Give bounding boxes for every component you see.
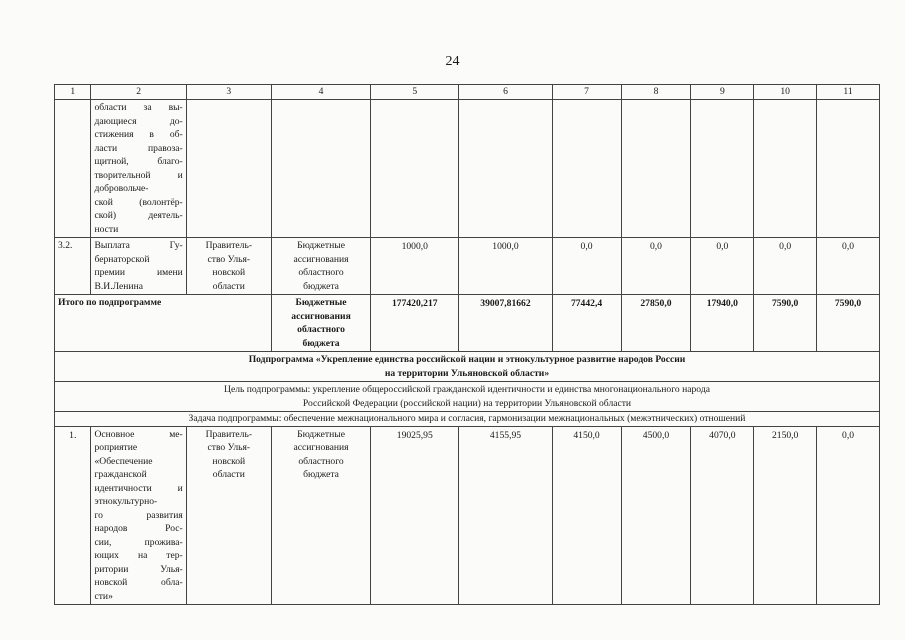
- column-header: 5: [371, 85, 459, 100]
- table-row: [55, 426, 880, 605]
- responsible-executor: Правитель- ство Улья- новской области: [186, 238, 271, 295]
- row-number: 1.: [55, 426, 91, 605]
- subprogram-title: Подпрограмма «Укрепление единства российской нации и этнокультурное развитие народов России на территории Ульяновской области»: [55, 352, 880, 382]
- value-cell: 4155,95: [459, 426, 552, 605]
- subprogram-task: Задача подпрограммы: обеспечение межнационального мира и согласия, гармонизации межнациональных (межэтнических) отношений: [55, 412, 880, 427]
- value-cell: 0,0: [691, 238, 754, 295]
- funding-source: Бюджетные ассигнования областного бюджета: [271, 295, 370, 352]
- column-header: 3: [186, 85, 271, 100]
- column-header: 1: [55, 85, 91, 100]
- value-cell: 2150,0: [754, 426, 817, 605]
- total-value: 7590,0: [817, 295, 880, 352]
- task-row: [55, 412, 880, 427]
- continuation-row: [55, 100, 880, 238]
- value-cell: 4500,0: [621, 426, 691, 605]
- column-header: 7: [552, 85, 621, 100]
- value-cell: 0,0: [754, 238, 817, 295]
- total-value: 77442,4: [552, 295, 621, 352]
- row-number: 3.2.: [55, 238, 91, 295]
- column-header: 4: [271, 85, 370, 100]
- value-cell: 0,0: [552, 238, 621, 295]
- column-header: 11: [817, 85, 880, 100]
- column-header: 8: [621, 85, 691, 100]
- table-row: [55, 238, 880, 295]
- value-cell: 0,0: [621, 238, 691, 295]
- total-value: 177420,217: [371, 295, 459, 352]
- funding-source: Бюджетные ассигнования областного бюджета: [271, 238, 370, 295]
- value-cell: 4150,0: [552, 426, 621, 605]
- value-cell: 4070,0: [691, 426, 754, 605]
- value-cell: 19025,95: [371, 426, 459, 605]
- total-row: [55, 295, 880, 352]
- responsible-executor: Правитель- ство Улья- новской области: [186, 426, 271, 605]
- row-description: Основное ме- роприятие «Обеспечение гражданской идентичности и этнокультурно- го развития народов Рос- сии, прожива- ющих на тер- ритории Улья- новской обла- сти»: [91, 426, 186, 605]
- total-value: 39007,81662: [459, 295, 552, 352]
- column-header: 9: [691, 85, 754, 100]
- total-value: 27850,0: [621, 295, 691, 352]
- subprogram-goal: Цель подпрограммы: укрепление общероссийской гражданской идентичности и единства многонационального народа Российской Федерации (российской нации) на территории Ульяновской области: [55, 382, 880, 412]
- column-header: 6: [459, 85, 552, 100]
- value-cell: 0,0: [817, 426, 880, 605]
- column-header: 10: [754, 85, 817, 100]
- total-label: Итого по подпрограмме: [55, 295, 272, 352]
- total-value: 17940,0: [691, 295, 754, 352]
- column-header: 2: [91, 85, 186, 100]
- value-cell: 1000,0: [459, 238, 552, 295]
- value-cell: 0,0: [817, 238, 880, 295]
- row-description: Выплата Гу- бернаторской премии имени В.И.Ленина: [91, 238, 186, 295]
- budget-table: [54, 84, 880, 605]
- subprogram-title-row: [55, 352, 880, 382]
- value-cell: 1000,0: [371, 238, 459, 295]
- column-number-header: [55, 85, 880, 100]
- total-value: 7590,0: [754, 295, 817, 352]
- page-number: 24: [445, 54, 460, 69]
- funding-source: Бюджетные ассигнования областного бюджета: [271, 426, 370, 605]
- continuation-description: области за вы- дающиеся до- стижения в об- ласти правоза- щитной, благо- творительной и добровольче- ской (волонтёр- ской) деятель- ности: [91, 100, 186, 238]
- goal-row: [55, 382, 880, 412]
